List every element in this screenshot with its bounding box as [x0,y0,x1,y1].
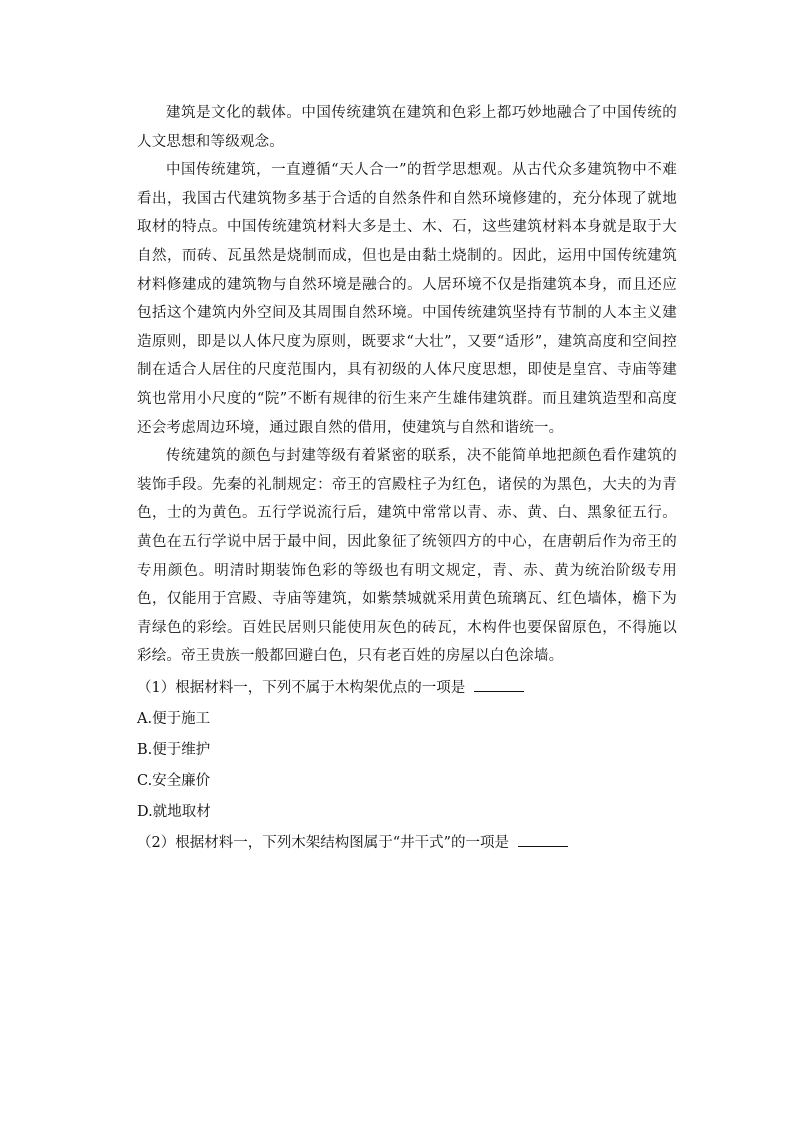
question-2-stem: （2）根据材料一，下列木架结构图属于“井干式”的一项是 [137,834,510,851]
question-1-option-b: B.便于维护 [137,741,211,758]
question-1 [137,673,677,704]
question-1-answer-blank[interactable] [474,677,524,692]
document-content [137,99,677,859]
passage-paragraph-2: 中国传统建筑，一直遵循“天人合一”的哲学思想观。从古代众多建筑物中不难看出，我国古代建筑物多基于合适的自然条件和自然环境修建的，充分体现了就地取材的特点。中国传统建筑材料大多是土、木、石，这些建筑材料本身就是取于大自然，而砖、瓦虽然是烧制而成，但也是由黏土烧制的。因此，运用中国传统建筑材料修建成的建筑物与自然环境是融合的。人居环境不仅是指建筑本身，而且还应包括这个建筑内外空间及其周围自然环境。中国传统建筑坚持有节制的人本主义建造原则，即是以人体尺度为原则，既要求“大壮”，又要“适形”，建筑高度和空间控制在适合人居住的尺度范围内，具有初级的人体尺度思想，即使是皇宫、寺庙等建筑也常用小尺度的“院”不断有规律的衍生来产生雄伟建筑群。而且建筑造型和高度还会考虑周边环境，通过跟自然的借用，使建筑与自然和谐统一。 [137,162,677,436]
question-1-option-d: D.就地取材 [137,803,211,820]
question-1-option-a: A.便于施工 [137,710,211,727]
passage-paragraph-3: 传统建筑的颜色与封建等级有着紧密的联系，决不能简单地把颜色看作建筑的装饰手段。先秦的礼制规定：帝王的宫殿柱子为红色，诸侯的为黑色，大夫的为青色，士的为黄色。五行学说流行后，建筑中常常以青、赤、黄、白、黑象征五行。黄色在五行学说中居于最中间，因此象征了统领四方的中心，在唐朝后作为帝王的专用颜色。明清时期装饰色彩的等级也有明文规定，青、赤、黄为统治阶级专用色，仅能用于宫殿、寺庙等建筑，如紫禁城就采用黄色琉璃瓦、红色墙体，檐下为青绿色的彩绘。百姓民居则只能使用灰色的砖瓦，木构件也要保留原色，不得施以彩绘。帝王贵族一般都回避白色，只有老百姓的房屋以白色涂墙。 [137,448,677,665]
question-2 [137,828,677,859]
question-2-answer-blank[interactable] [518,832,568,847]
passage-paragraph-1: 建筑是文化的载体。中国传统建筑在建筑和色彩上都巧妙地融合了中国传统的人文思想和等级观念。 [137,105,677,150]
question-1-option-c: C.安全廉价 [137,772,211,789]
question-1-stem: （1）根据材料一，下列不属于木构架优点的一项是 [137,679,466,696]
